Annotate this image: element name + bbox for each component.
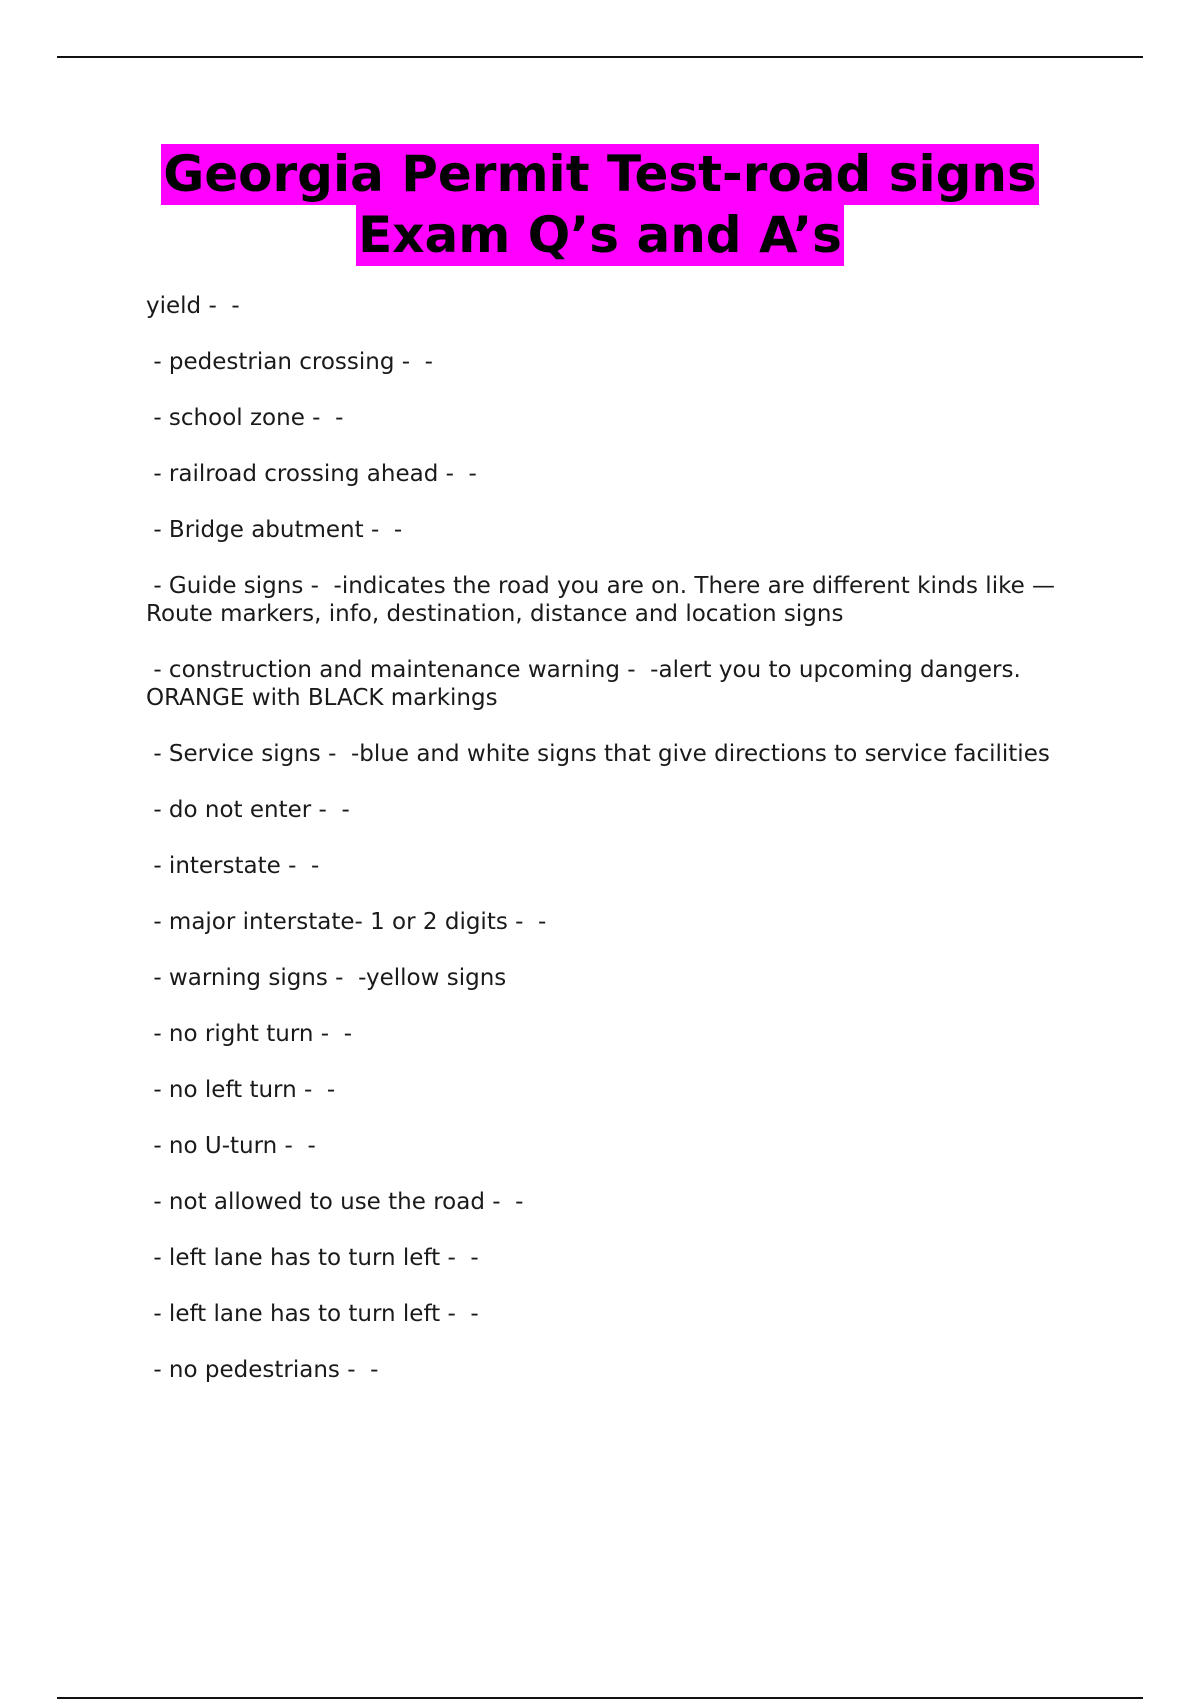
title-line-1: Georgia Permit Test-road signs [163,145,1037,203]
list-item: - left lane has to turn left - - [146,1301,479,1327]
qa-list [146,292,1086,1412]
list-item: - do not enter - - [146,797,350,823]
list-item: - no right turn - - [146,1021,352,1047]
list-item: yield - - [146,293,240,319]
list-item: - warning signs - -yellow signs [146,965,507,991]
list-item: - no U-turn - - [146,1133,316,1159]
top-rule [57,56,1143,58]
list-item: - railroad crossing ahead - - [146,461,477,487]
list-item: - Bridge abutment - - [146,517,403,543]
list-item: - interstate - - [146,853,320,879]
list-item: - no left turn - - [146,1077,336,1103]
list-item: - major interstate- 1 or 2 digits - - [146,909,547,935]
list-item: - no pedestrians - - [146,1357,379,1383]
list-item: - Guide signs - -indicates the road you are on. There are different kinds like — Route markers, info, destination, distance and location signs [146,573,1063,627]
bottom-rule [57,1697,1143,1699]
list-item: - left lane has to turn left - - [146,1245,479,1271]
list-item: - Service signs - -blue and white signs that give directions to service facilities [146,741,1050,767]
list-item: - school zone - - [146,405,344,431]
list-item: - construction and maintenance warning - -alert you to upcoming dangers. ORANGE with BLACK markings [146,657,1029,711]
title-line-2: Exam Q’s and A’s [358,206,842,264]
document-title [100,144,1100,266]
list-item: - pedestrian crossing - - [146,349,433,375]
list-item: - not allowed to use the road - - [146,1189,524,1215]
